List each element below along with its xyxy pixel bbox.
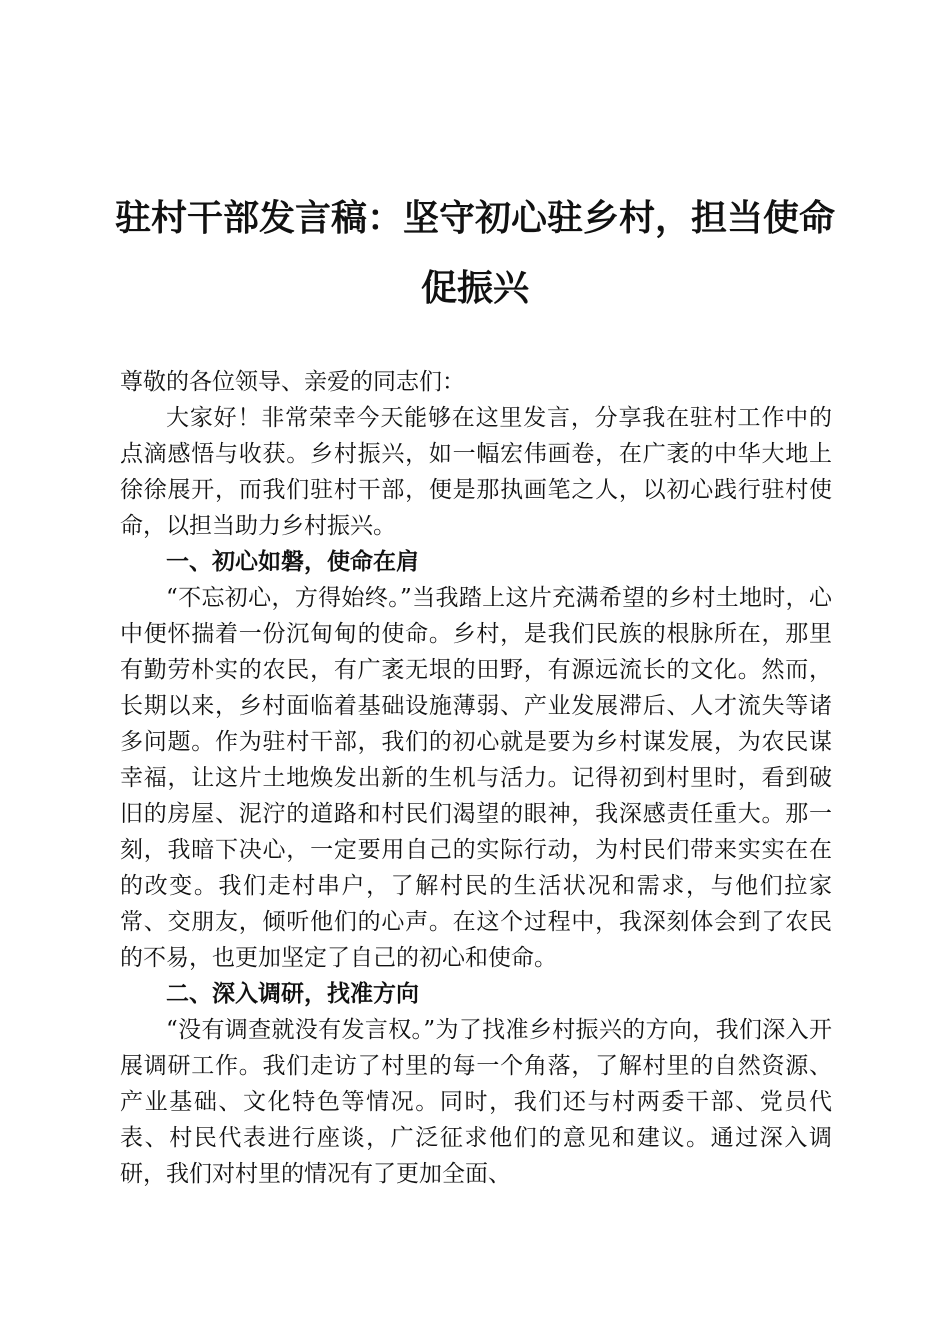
intro-paragraph: 大家好！非常荣幸今天能够在这里发言，分享我在驻村工作中的点滴感悟与收获。乡村振兴，如一幅宏伟画卷，在广袤的中华大地上徐徐展开，而我们驻村干部，便是那执画笔之人，以初心践行驻村使命，以担当助力乡村振兴。 (120, 405, 832, 539)
document-title-line-1: 驻村干部发言稿：坚守初心驻乡村，担当使命 (114, 197, 835, 239)
section-heading-1: 一、初心如磐，使命在肩 (166, 548, 419, 575)
section-body-1: “不忘初心，方得始终。”当我踏上这片充满希望的乡村土地时，心中便怀揣着一份沉甸甸的使命。乡村，是我们民族的根脉所在，那里有勤劳朴实的农民，有广袤无垠的田野，有源远流长的文化。然而，长期以来，乡村面临着基础设施薄弱、产业发展滞后、人才流失等诸多问题。作为驻村干部，我们的初心就是要为乡村谋发展，为农民谋幸福，让这片土地焕发出新的生机与活力。记得初到村里时，看到破旧的房屋、泥泞的道路和村民们渴望的眼神，我深感责任重大。那一刻，我暗下决心，一定要用自己的实际行动，为村民们带来实实在在的改变。我们走村串户，了解村民的生活状况和需求，与他们拉家常、交朋友，倾听他们的心声。在这个过程中，我深刻体会到了农民的不易，也更加坚定了自己的初心和使命。 (120, 585, 832, 971)
salutation: 尊敬的各位领导、亲爱的同志们： (120, 369, 465, 395)
document-body (120, 364, 832, 1192)
section-body-2: “没有调查就没有发言权。”为了找准乡村振兴的方向，我们深入开展调研工作。我们走访了村里的每一个角落，了解村里的自然资源、产业基础、文化特色等情况。同时，我们还与村两委干部、党员代表、村民代表进行座谈，广泛征求他们的意见和建议。通过深入调研，我们对村里的情况有了更加全面、 (120, 1017, 832, 1187)
section-heading-2: 二、深入调研，找准方向 (166, 980, 419, 1007)
document-title-line-2: 促振兴 (420, 267, 529, 309)
